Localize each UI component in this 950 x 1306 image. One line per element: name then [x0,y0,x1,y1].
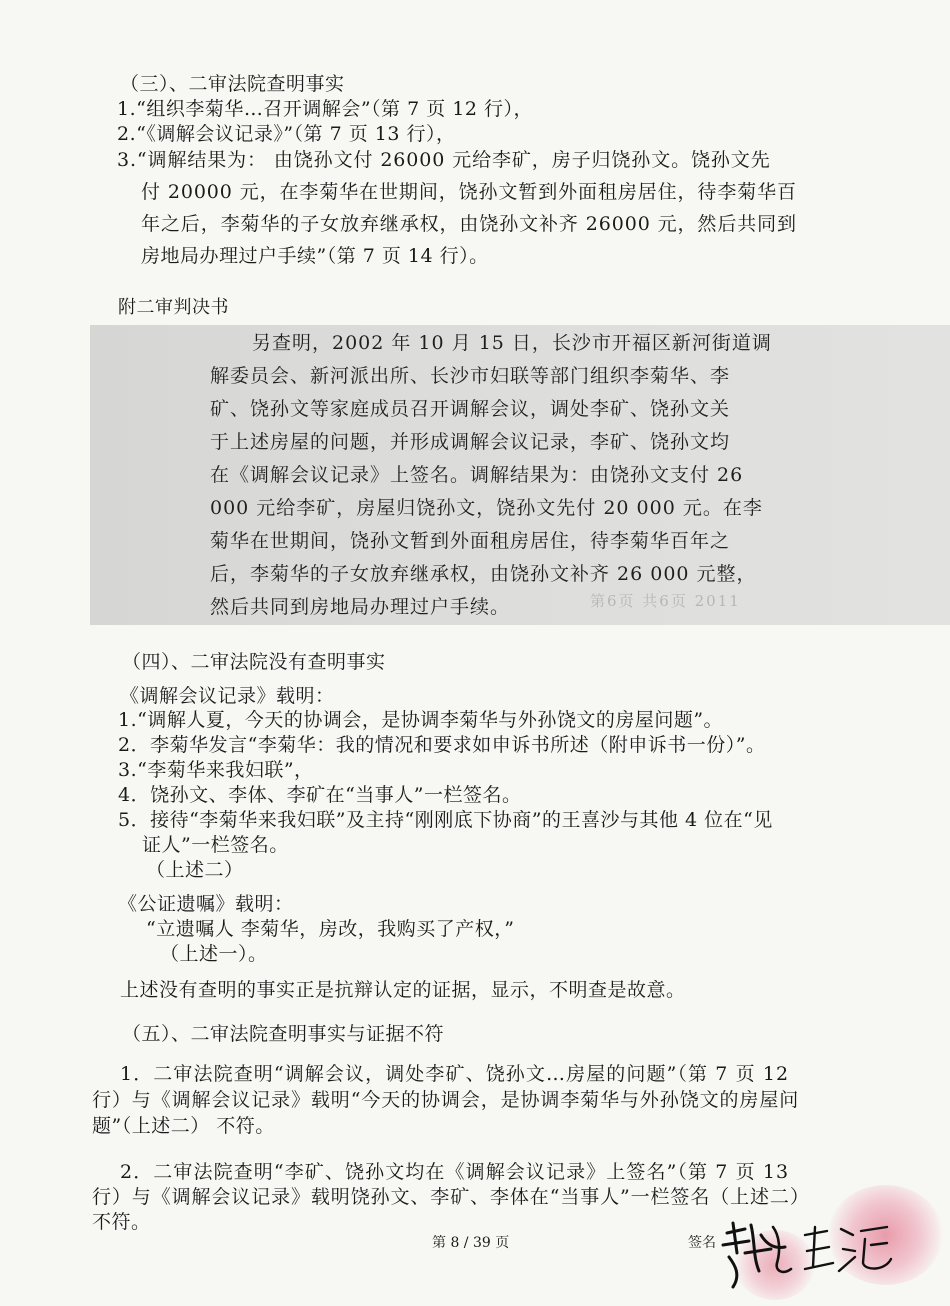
section3-item-1: 1.“组织李菊华…召开调解会”（第 7 页 12 行）， [117,98,533,120]
section3-heading: （三）、二审法院查明事实 [120,73,345,95]
section4-record-intro: 《调解会议记录》载明： [120,685,335,707]
attachment-label: 附二审判决书 [118,297,229,318]
section5-p1-line3: 题”（上述二） 不符。 [92,1115,275,1137]
section5-p2-line3: 不符。 [92,1211,151,1233]
section4-conclusion: 上述没有查明的事实正是抗辩认定的证据，显示，不明查是故意。 [120,979,686,1001]
section3-item-3-line2: 付 20000 元，在李菊华在世期间，饶孙文暂到外面租房居住，待李菊华百 [141,181,797,203]
excerpt-line: 然后共同到房地局办理过户手续。 [210,596,511,618]
section4-ref-2: （上述二） [146,859,244,881]
section4-will-intro: 《公证遗嘱》载明： [118,893,294,915]
section5-p1-line1: 1．二审法院查明“调解会议，调处李矿、饶孙文…房屋的问题”（第 7 页 12 [120,1063,790,1085]
section4-item-5: 5．接待“李菊华来我妇联”及主持“刚刚底下协商”的王喜沙与其他 4 位在“见 [118,809,773,831]
section4-will-quote: “立遗嘱人 李菊华，房改，我购买了产权，” [146,918,515,940]
section4-item-1: 1.“调解人夏，今天的协调会，是协调李菊华与外孙饶文的房屋问题”。 [118,709,724,731]
section5-p2-line1: 2．二审法院查明“李矿、饶孙文均在《调解会议记录》上签名”（第 7 页 13 [120,1161,790,1183]
section5-p1-line2: 行）与《调解会议记录》载明“今天的协调会，是协调李菊华与外孙饶文的房屋问 [92,1089,800,1111]
excerpt-line: 菊华在世期间，饶孙文暂到外面租房居住，待李菊华百年之 [210,530,731,552]
section4-ref-1: （上述一）。 [160,943,268,965]
section4-heading: （四）、二审法院没有查明事实 [122,651,386,673]
section5-p2-line2: 行）与《调解会议记录》载明饶孙文、李矿、李体在“当事人”一栏签名（上述二） [92,1186,810,1208]
section3-item-2: 2.“《调解会议记录》”（第 7 页 13 行）， [117,123,456,145]
excerpt-line: 后，李菊华的子女放弃继承权，由饶孙文补齐 26 000 元整， [210,563,757,585]
section4-item-4: 4．饶孙文、李体、李矿在“当事人”一栏签名。 [118,784,522,806]
section4-item-5-cont: 证人”一栏签名。 [142,834,289,856]
excerpt-line: 矿、饶孙文等家庭成员召开调解会议，调处李矿、饶孙文关 [210,398,731,420]
section4-item-2: 2．李菊华发言“李菊华：我的情况和要求如申诉书所述（附申诉书一份）”。 [118,734,766,756]
page-number: 第 8 / 39 页 [432,1235,510,1251]
section5-heading: （五）、二审法院查明事实与证据不符 [122,1023,445,1045]
faint-print-mark: 第6页 共6页 2011 [590,592,741,610]
section3-item-3-line1: 3.“调解结果为： 由饶孙文付 26000 元给李矿，房子归饶孙文。饶孙文先 [117,149,771,171]
signature-label: 签名 [688,1235,716,1251]
excerpt-line: 于上述房屋的问题，并形成调解会议记录，李矿、饶孙文均 [210,431,731,453]
section4-item-3: 3.“李菊华来我妇联”， [118,759,314,781]
excerpt-line: 000 元给李矿，房屋归饶孙文，饶孙文先付 20 000 元。在李 [210,497,763,519]
excerpt-line: 在《调解会议记录》上签名。调解结果为：由饶孙文支付 26 [210,464,744,486]
excerpt-line: 解委员会、新河派出所、长沙市妇联等部门组织李菊华、李 [210,365,731,387]
section3-item-3-line4: 房地局办理过户手续”（第 7 页 14 行）。 [141,245,489,267]
excerpt-line: 另查明，2002 年 10 月 15 日，长沙市开福区新河街道调 [252,332,772,354]
judgment-excerpt [90,325,950,625]
section3-item-3-line3: 年之后，李菊华的子女放弃继承权，由饶孙文补齐 26000 元，然后共同到 [141,213,797,235]
handwritten-signature [715,1205,905,1295]
